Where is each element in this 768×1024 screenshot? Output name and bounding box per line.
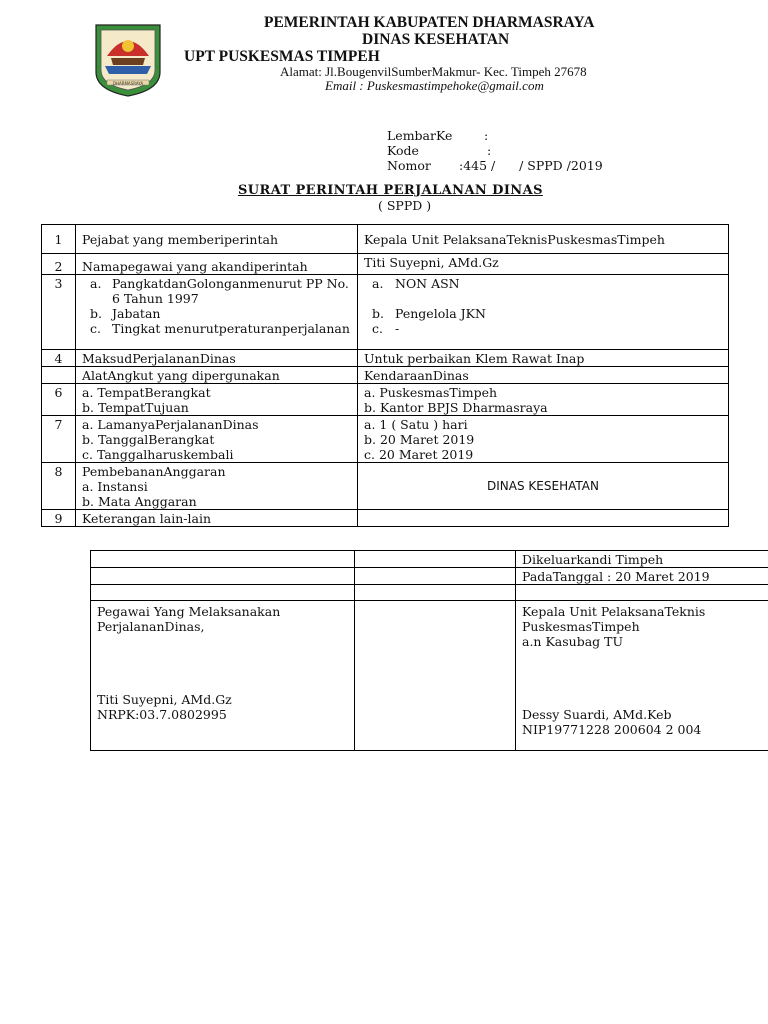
head-signature-block: [516, 601, 768, 751]
empty-cell: [91, 585, 355, 601]
item-label: PangkatdanGolonganmenurut PP No.: [112, 276, 349, 291]
item-label: Jabatan: [112, 306, 161, 321]
row-label: Pejabat yang memberiperintah: [76, 225, 358, 254]
item-label: b. TempatTujuan: [82, 400, 189, 415]
district-logo: [93, 22, 163, 98]
issued-place: Dikeluarkandi Timpeh: [516, 551, 768, 568]
item-label: a. LamanyaPerjalananDinas: [82, 417, 259, 432]
item-letter: c.: [90, 321, 101, 336]
row-number: 3: [42, 275, 76, 350]
empty-cell: [516, 585, 768, 601]
issued-date: PadaTanggal : 20 Maret 2019: [516, 568, 768, 585]
table-row: [42, 254, 729, 275]
meta-kode-label: Kode: [387, 143, 419, 158]
meta-lembar-label: LembarKe: [387, 128, 453, 143]
table-row: [91, 551, 768, 568]
row-label: Namapegawai yang akandiperintah: [76, 254, 358, 275]
row-number: 8: [42, 463, 76, 510]
row-label: Keterangan lain-lain: [76, 510, 358, 527]
row-label: MaksudPerjalananDinas: [76, 350, 358, 367]
meta-nomor-label: Nomor: [387, 158, 431, 173]
letterhead-government: PEMERINTAH KABUPATEN DHARMASRAYA: [264, 14, 595, 31]
document-subtitle: ( SPPD ): [378, 198, 432, 213]
row-number: [42, 367, 76, 384]
row-value-group: [358, 275, 729, 350]
table-row: [42, 275, 729, 350]
letterhead-address: Alamat: Jl.BougenvilSumberMakmur- Kec. Timpeh 27678: [280, 64, 587, 79]
item-value: b. Kantor BPJS Dharmasraya: [364, 400, 548, 415]
district-emblem-icon: [93, 22, 163, 98]
letterhead-department: DINAS KESEHATAN: [362, 31, 510, 48]
row-label-group: [76, 463, 358, 510]
table-row: [42, 510, 729, 527]
empty-cell: [355, 585, 516, 601]
item-value: NON ASN: [395, 276, 460, 291]
item-value: b. 20 Maret 2019: [364, 432, 475, 447]
empty-cell: [355, 568, 516, 585]
row-number: 6: [42, 384, 76, 416]
row-value: [358, 510, 729, 527]
row-number: 2: [42, 254, 76, 275]
row-label-group: [76, 416, 358, 463]
item-value: a. PuskesmasTimpeh: [364, 385, 498, 400]
row-label-group: [76, 275, 358, 350]
table-row: [91, 601, 768, 751]
row-value: Kepala Unit PelaksanaTeknisPuskesmasTimpeh: [358, 225, 729, 254]
employee-name: Titi Suyepni, AMd.Gz: [97, 692, 232, 707]
employee-title-line1: Pegawai Yang Melaksanakan: [97, 604, 281, 619]
sppd-table: [41, 224, 729, 527]
item-label: PembebananAnggaran: [82, 464, 226, 479]
meta-nomor-value: :445 / / SPPD /2019: [459, 158, 603, 173]
item-label: Tingkat menurutperaturanperjalanan: [112, 321, 350, 336]
table-row: [91, 568, 768, 585]
row-label-group: [76, 384, 358, 416]
letterhead-unit: UPT PUSKESMAS TIMPEH: [184, 48, 380, 65]
table-row: [42, 225, 729, 254]
signature-table: [90, 550, 768, 751]
table-row: [42, 416, 729, 463]
head-name: Dessy Suardi, AMd.Keb: [522, 707, 672, 722]
row-value: Titi Suyepni, AMd.Gz: [358, 254, 729, 275]
employee-signature-block: [91, 601, 355, 751]
row-value: KendaraanDinas: [358, 367, 729, 384]
document-title: SURAT PERINTAH PERJALANAN DINAS: [238, 183, 543, 198]
empty-cell: [355, 601, 516, 751]
row-value-group: [358, 384, 729, 416]
row-value-group: [358, 416, 729, 463]
row-number: 4: [42, 350, 76, 367]
employee-title-line2: PerjalananDinas,: [97, 619, 205, 634]
logo-text: DHARMASRAYA: [112, 81, 144, 86]
item-value: a. 1 ( Satu ) hari: [364, 417, 468, 432]
item-label: b. Mata Anggaran: [82, 494, 197, 509]
meta-lembar-sep: :: [484, 128, 489, 143]
row-number: 1: [42, 225, 76, 254]
row-number: 9: [42, 510, 76, 527]
table-row: [42, 367, 729, 384]
item-value: c. 20 Maret 2019: [364, 447, 474, 462]
employee-id: NRPK:03.7.0802995: [97, 707, 227, 722]
table-row: [42, 384, 729, 416]
item-value: -: [395, 321, 400, 336]
item-value: Pengelola JKN: [395, 306, 486, 321]
head-title-line1: Kepala Unit PelaksanaTeknis: [522, 604, 706, 619]
row-value: Untuk perbaikan Klem Rawat Inap: [358, 350, 729, 367]
item-letter: a.: [372, 276, 384, 291]
head-title-line3: a.n Kasubag TU: [522, 634, 624, 649]
item-label: b. TanggalBerangkat: [82, 432, 215, 447]
empty-cell: [355, 551, 516, 568]
row-label: AlatAngkut yang dipergunakan: [76, 367, 358, 384]
item-label-continued: 6 Tahun 1997: [112, 291, 199, 306]
empty-cell: [91, 551, 355, 568]
item-letter: b.: [90, 306, 102, 321]
row-value: DINAS KESEHATAN: [358, 463, 729, 510]
item-label: a. Instansi: [82, 479, 148, 494]
empty-cell: [91, 568, 355, 585]
table-row: [42, 350, 729, 367]
head-title-line2: PuskesmasTimpeh: [522, 619, 640, 634]
item-label: a. TempatBerangkat: [82, 385, 211, 400]
item-letter: c.: [372, 321, 383, 336]
meta-kode-sep: :: [487, 143, 492, 158]
table-row: [91, 585, 768, 601]
letterhead-email: Email : Puskesmastimpehoke@gmail.com: [325, 78, 544, 93]
item-label: c. Tanggalharuskembali: [82, 447, 234, 462]
table-row: [42, 463, 729, 510]
head-id: NIP19771228 200604 2 004: [522, 722, 702, 737]
item-letter: a.: [90, 276, 102, 291]
row-number: 7: [42, 416, 76, 463]
item-letter: b.: [372, 306, 384, 321]
